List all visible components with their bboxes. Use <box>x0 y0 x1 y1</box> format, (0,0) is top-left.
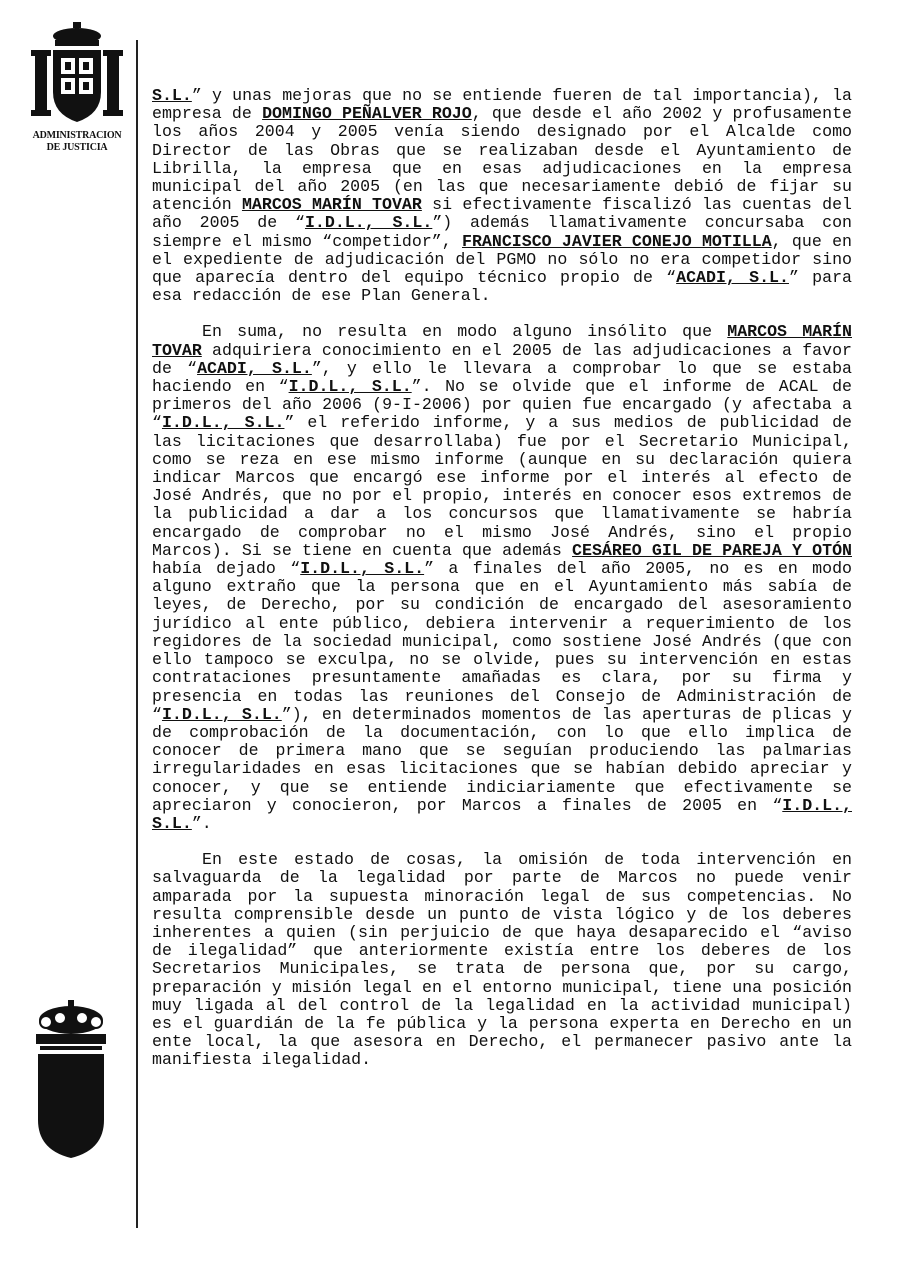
text-run: , que en el expediente de adjudicación del PGMO no sólo no era competidor sino que aparecía dentro del equipo técnico propio de “ <box>152 231 852 288</box>
document-body <box>152 87 852 1070</box>
text-run: adquiriera conocimiento en el 2005 de las adjudicaciones a favor de “ <box>152 340 852 378</box>
text-run: ” a finales del año 2005, no es en modo alguno extraño que la persona que en el Ayuntamiento más sabía de leyes, de Derecho, por su condición de encargado del asesoramiento jurídico al ente público, debiera intervenir a requerimiento de los regidores de la sociedad municipal, como sostiene José Andrés (que con ello tampoco se exculpa, no se olvide, pues su intervención en estas contrataciones presuntamente amañadas es clara, por su firma y presencia en todas las reuniones del Consejo de Administración de “ <box>152 559 852 724</box>
text-run: En suma, no resulta en modo alguno insólito que <box>202 322 728 342</box>
text-run: ”) además llamativamente concursaba con siempre el mismo “competidor”, <box>152 213 853 251</box>
emphasized-name: DOMINGO PEÑALVER ROJO <box>262 104 472 124</box>
emphasized-name: I.D.L., S.L. <box>300 559 425 579</box>
text-run: había dejado “ <box>152 559 301 579</box>
paragraph <box>152 87 852 305</box>
text-run: ” para esa redacción de ese Plan General. <box>152 268 852 306</box>
emphasized-name: S.L. <box>152 86 192 105</box>
institution-line-2: DE JUSTICIA <box>46 142 108 153</box>
text-run: ”. No se olvide que el informe de ACAL de primeros del año 2006 (9-I-2006) por quien fue encargado (y afectaba a “ <box>152 377 853 433</box>
text-run: En este estado de cosas, la omisión de toda intervención en salvaguarda de la legalidad por parte de Marcos no puede venir amparada por la supuesta minoración legal de sus competencias. No resulta comprensible desde un punto de vista lógico y de los deberes inherentes a quien (sin perjuicio de que haya desaparecido el “aviso de ilegalidad” que anteriormente existía entre los deberes de los Secretarios Municipales, se trata de persona que, por su cargo, preparación y misión legal en el entorno municipal, tiene una posición muy ligada al del control de la legalidad en la actividad municipal) es el guardián de la fe pública y la persona experta en Derecho en un ente local, la que asesora en Derecho, el permanecer pasivo ante la manifiesta ilegalidad. <box>152 850 852 1070</box>
emphasized-name: I.D.L., S.L. <box>304 213 433 233</box>
text-run: ”, y ello le llevara a comprobar lo que se estaba haciendo en “ <box>152 358 852 397</box>
emphasized-name: FRANCISCO JAVIER CONEJO MOTILLA <box>462 231 772 251</box>
emphasized-name: I.D.L., S.L. <box>288 377 412 397</box>
text-run: ” el referido informe, y a sus medios de publicidad de las licitaciones que desarrollaba) fue por el Secretario Municipal, como se reza en ese mismo informe (aunque en su declaración quiera indicar Marcos que encargó ese informe por el interés al efecto de José Andrés, que no por el propio, interés en conocer esos extremos de la publicidad a dar a los concursos que llamativamente se habría encargado de comprobar no el mismo José Andrés, sino el propio Marcos). Si se tiene en cuenta que además <box>152 413 852 560</box>
emphasized-name: ACADI, S.L. <box>676 268 789 288</box>
emphasized-name: MARCOS MARÍN TOVAR <box>152 322 852 360</box>
spain-arms-icon <box>31 22 123 126</box>
paragraph <box>152 851 852 1069</box>
paragraph <box>152 323 852 833</box>
text-run: ”. <box>191 813 212 833</box>
coat-of-arms-region <box>30 1000 112 1160</box>
institution-name <box>22 130 132 154</box>
emphasized-name: I.D.L., S.L. <box>152 795 852 833</box>
margin-rule <box>136 40 138 1228</box>
text-run: ” y unas mejoras que no se entiende fueren de tal importancia), la empresa de <box>152 86 852 124</box>
region-arms-icon <box>30 1000 112 1160</box>
emphasized-name: MARCOS MARÍN TOVAR <box>241 195 422 215</box>
institution-line-1: ADMINISTRACION <box>32 130 122 141</box>
emphasized-name: I.D.L., S.L. <box>161 413 285 433</box>
coat-of-arms-spain <box>22 22 132 172</box>
emphasized-name: CESÁREO GIL DE PAREJA Y OTÓN <box>572 540 852 560</box>
emphasized-name: ACADI, S.L. <box>197 358 312 378</box>
emphasized-name: I.D.L., S.L. <box>161 704 282 724</box>
text-run: si efectivamente fiscalizó las cuentas del año 2005 de “ <box>152 195 852 233</box>
text-run: , que desde el año 2002 y profusamente los años 2004 y 2005 venía siendo designado por el Alcalde como Director de las Obras que se realizaban desde el Ayuntamiento de Librilla, la empresa que en esas adjudicaciones en la empresa municipal del año 2005 (en las que necesariamente debió de fijar su atención <box>152 104 852 215</box>
text-run: ”), en determinados momentos de las aperturas de plicas y de comprobación de la documentación, con lo que ello implica de conocer de primera mano que se seguían produciendo las palmarias irregularidades en esas licitaciones que se habían debido apreciar y conocer, y que se entiende indiciariamente que efectivamente se apreciaron y conocieron, por Marcos a finales de 2005 en “ <box>152 704 852 815</box>
